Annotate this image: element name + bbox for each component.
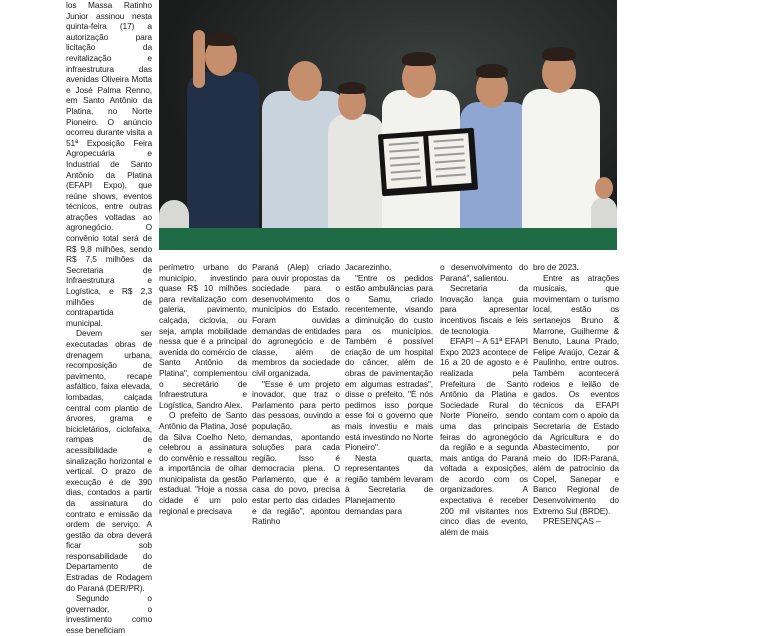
paragraph: Entre as atrações musicais, que movimentam o turismo local, estão os sertanejos Bruno & Marrone, Guilherme & Benuto, Launa Prado, Felipe Araújo, Cezar & Paulinho, entre outros. Também acontecerá rodeios e leilão de gados. Os eventos técnicos da EFAPI contam com o apoio da Secretaria de Estado da Agricultura e do Abastecimento, por meio do IDR-Paraná, além de patrocínio da Copel, Sanepar e Banco Regional de Desenvolvimento do Extremo Sul (BRDE). — [533, 272, 619, 516]
paragraph: los Massa Ratinho Junior assinou nesta quinta-feira (17) a autorização para licitação da revitalização e infraestrutura das avenidas Oliveira Motta e José Palma Renno, em Santo Antônio da Platina, no Norte Pioneiro. O anúncio ocorreu durante visita a 51ª Exposição Feira Agropecuária e Industrial de Santo Antônio da Platina (EFAPI Expo), que reúne shows, eventos técnicos, entre outras atrações voltadas ao agronegócio. O convênio total será de R$ 9,8 milhões, sendo R$ 7,5 milhões da Secretaria de Infraestrutura e Logística, e R$ 2,3 milhões de contrapartida municipal. — [66, 0, 152, 328]
stage-table — [159, 228, 617, 250]
paragraph: Paraná (Alep) criado para ouvir propostas da sociedade para o desenvolvimento dos municípios do Estado. Foram ouvidas demandas de entidades do agronegócio e de classe, além de membros da sociedade civil organizada. — [252, 262, 340, 378]
paragraph: o desenvolvimento do Paraná", salientou. — [440, 262, 528, 283]
article-column-3 — [252, 262, 340, 527]
paragraph: O prefeito de Santo Antônio da Platina, José da Silva Coelho Neto, celebrou a assinatura do convênio e ressaltou a importância de olhar municipalista da gestão estadual. "Hoje a nossa cidade é um polo regional e precisava — [159, 410, 247, 516]
person-figure — [591, 175, 617, 235]
paragraph: bro de 2023. — [533, 262, 579, 272]
article-column-4 — [345, 262, 433, 516]
paragraph: Segundo o governador, o investimento como esse beneficiam — [66, 593, 152, 636]
article-column-2 — [159, 262, 247, 516]
paragraph: Devem ser executadas obras de drenagem urbana, recomposição de pavimento, recape asfáltico, faixa elevada, lombadas, calçada central com plantio de árvores, grama e bicicletários, ciclofaixa, rampas de acessibilidade e sinalização horizontal e vertical. O prazo de execução é de 390 dias, contados a partir da assinatura do contrato e emissão da ordem de serviço. A gestão da obra deverá ficar sob responsabilidade do Departamento de Estradas de Rodagem do Paraná (DER/PR). — [66, 328, 152, 593]
paragraph: Nesta quarta, representantes da região também levaram à Secretaria de Planejamento demandas para — [345, 452, 433, 516]
paragraph: EFAPI – A 51ª EFAPI Expo 2023 acontece de 16 a 20 de agosto e é realizada pela Prefeitura de Santo Antônio da Platina e Sociedade Rural do Norte Pioneiro, sendo uma das principais feiras do agronegócio da região e a segunda mais antiga do Paraná voltada a exposições, de acordo com os organizadores. A expectativa é receber 200 mil visitantes nos cinco dias de evento, além de mais — [440, 336, 528, 537]
article-column-5 — [440, 262, 528, 537]
paragraph: "Esse é um projeto inovador, que traz o Parlamento para perto das pessoas, ouvindo a população, as demandas, apontando soluções para cada região. Isso é democracia plena. O Parlamento, que é a casa do povo, precisa estar perto das cidades e da região", apontou Ratinho — [252, 378, 340, 527]
paragraph: perímetro urbano do município, investindo quase R$ 10 milhões para revitalização com galeria, pavimento, calçada, ciclovia, ou seja, ampla mobilidade nessa que é a principal avenida do comércio de Santo Antônio da Platina", complementou o secretário de Infraestrutura e Logística, Sandro Alex. — [159, 262, 247, 410]
paragraph: Jacarezinho. — [345, 262, 392, 272]
paragraph: PRESENÇAS – — [543, 516, 601, 527]
article-column-6 — [533, 262, 619, 527]
signed-document-folder — [378, 128, 478, 197]
article-photo — [159, 0, 617, 250]
paragraph: "Entre os pedidos estão ambulâncias para o Samu, criado recentemente, visando a diminuição do custo para os municípios. Também é possível criação de um hospital do câncer, além de obras de pavimentação em algumas estradas", disse o prefeito. "É nós pedimos isso porque esse foi o governo que mais investiu e mais está investindo no Norte Pioneiro". — [345, 272, 433, 453]
paragraph: Secretaria da Inovação lança guia para apresentar incentivos fiscais e leis de tecnologia — [440, 283, 528, 336]
article-column-1 — [66, 0, 152, 636]
